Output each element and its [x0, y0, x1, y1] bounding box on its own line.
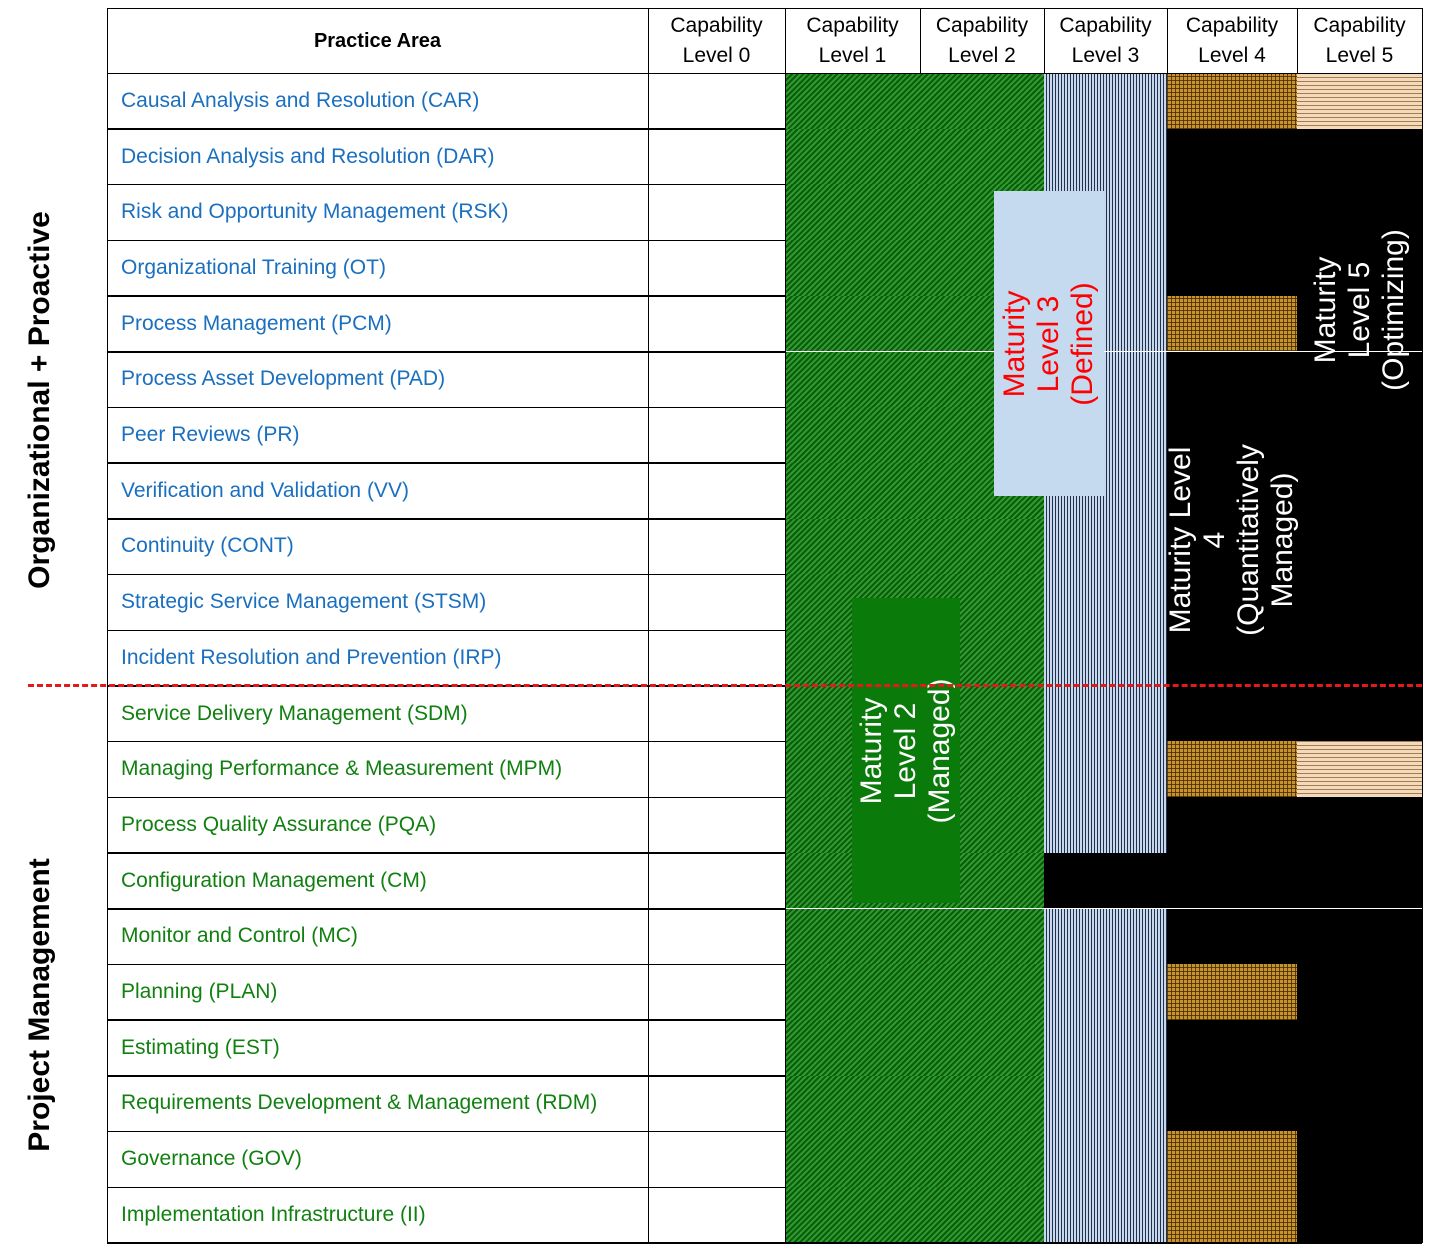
practice-area-label: Requirements Development & Management (RDM)	[121, 1091, 598, 1115]
section-divider-line	[28, 684, 1422, 687]
capability-cell-cl3	[1044, 909, 1167, 965]
header-practice-area: Practice Area	[313, 29, 442, 52]
practice-area-label: Verification and Validation (VV)	[121, 478, 409, 502]
capability-cell-cl5	[1297, 630, 1422, 686]
capability-cell-cl4	[1167, 909, 1297, 965]
capability-cell-cl3	[1044, 73, 1167, 129]
grid-line-horizontal	[107, 184, 785, 186]
header-capability-level-2: Capability Level 2	[935, 13, 1029, 67]
grid-line-horizontal	[107, 797, 785, 799]
capability-cell-cl5	[1297, 909, 1422, 965]
group-label-project-text: Project Management	[23, 858, 56, 1152]
capability-cell-cl5	[1297, 73, 1422, 129]
maturity-level-text-ml2: Maturity Level 2 (Managed)	[855, 677, 956, 824]
grid-line-vertical	[107, 8, 109, 1243]
header-capability-level-1: Capability Level 1	[806, 13, 899, 67]
maturity-level-box-ml2	[852, 598, 960, 903]
maturity-level-text-ml3: Maturity Level 3 (Defined)	[998, 281, 1099, 406]
maturity-level-box-ml5	[1297, 160, 1422, 460]
capability-cell-cl4	[1167, 1187, 1297, 1243]
practice-area-label: Planning (PLAN)	[121, 980, 278, 1004]
header-capability-level-0: Capability Level 0	[670, 13, 763, 67]
capability-cell-cl3	[1044, 741, 1167, 797]
capability-cell-cl3	[1044, 1131, 1167, 1187]
maturity-level-text-ml5: Maturity Level 5 (Optimizing)	[1308, 229, 1410, 391]
grid-line-horizontal	[107, 8, 1422, 10]
capability-cell-cl1-cl2	[785, 1131, 1044, 1187]
capability-cell-cl4	[1167, 73, 1297, 129]
capability-cell-cl3	[1044, 686, 1167, 742]
grid-line-horizontal	[107, 462, 785, 464]
practice-area-label: Process Management (PCM)	[121, 311, 392, 335]
practice-area-label: Implementation Infrastructure (II)	[121, 1202, 426, 1226]
capability-cell-cl1-cl2	[785, 129, 1044, 185]
capability-cell-cl5	[1297, 686, 1422, 742]
practice-area-label: Causal Analysis and Resolution (CAR)	[121, 88, 480, 112]
capability-cell-cl1-cl2	[785, 964, 1044, 1020]
header-capability-level-5: Capability Level 5	[1313, 13, 1406, 67]
practice-area-label: Configuration Management (CM)	[121, 868, 427, 892]
grid-line-vertical	[1167, 8, 1169, 73]
capability-cell-cl5	[1297, 574, 1422, 630]
grid-line-horizontal	[107, 852, 785, 854]
grid-line-horizontal	[107, 295, 785, 297]
practice-area-label: Managing Performance & Measurement (MPM)	[121, 757, 563, 781]
grid-line-horizontal	[107, 1019, 785, 1021]
capability-cell-cl3	[1044, 574, 1167, 630]
capability-cell-cl5	[1297, 1131, 1422, 1187]
capability-cell-cl5	[1297, 519, 1422, 575]
grid-line-horizontal	[107, 1187, 785, 1189]
grid-line-horizontal	[107, 1242, 1422, 1244]
grid-line-horizontal	[107, 1131, 785, 1133]
grid-line-vertical	[1297, 8, 1299, 73]
capability-cell-cl5	[1297, 1076, 1422, 1132]
capability-cell-cl3	[1044, 1187, 1167, 1243]
capability-cell-cl1-cl2	[785, 519, 1044, 575]
capability-cell-cl3	[1044, 630, 1167, 686]
capability-cell-cl3	[1044, 1076, 1167, 1132]
practice-area-label: Strategic Service Management (STSM)	[121, 590, 487, 614]
capability-cell-cl5	[1297, 741, 1422, 797]
practice-area-label: Process Asset Development (PAD)	[121, 367, 446, 391]
grid-line-vertical	[920, 8, 922, 73]
capability-cell-cl4	[1167, 1076, 1297, 1132]
practice-area-label: Incident Resolution and Prevention (IRP)	[121, 645, 502, 669]
maturity-level-text-ml4: Maturity Level 4 (Quantitatively Managed)	[1164, 444, 1299, 636]
grid-line-horizontal	[107, 351, 785, 353]
group-label-project	[0, 795, 80, 1215]
capability-cell-cl4	[1167, 129, 1297, 185]
capability-cell-cl3	[1044, 1020, 1167, 1076]
capability-cell-cl4	[1167, 240, 1297, 296]
capability-cell-cl5	[1297, 964, 1422, 1020]
grid-line-vertical	[648, 8, 650, 1243]
capability-cell-cl3	[1044, 797, 1167, 853]
grid-line-horizontal	[107, 630, 785, 632]
capability-cell-cl4	[1167, 853, 1297, 909]
header-capability-level-4: Capability Level 4	[1185, 13, 1279, 67]
grid-line-horizontal	[107, 741, 785, 743]
grid-line-vertical	[1044, 8, 1046, 73]
grid-line-horizontal	[107, 518, 785, 520]
practice-area-label: Peer Reviews (PR)	[121, 423, 300, 447]
maturity-level-box-ml4	[1164, 330, 1299, 750]
capability-cell-cl4	[1167, 184, 1297, 240]
maturity-level-box-ml3	[994, 191, 1104, 496]
capability-cell-cl3	[1044, 519, 1167, 575]
grid-line-horizontal	[107, 407, 785, 409]
grid-line-horizontal	[107, 964, 785, 966]
capability-cell-cl5	[1297, 1020, 1422, 1076]
grid-line-horizontal	[107, 574, 785, 576]
practice-area-label: Risk and Opportunity Management (RSK)	[121, 200, 509, 224]
header-capability-level-3: Capability Level 3	[1059, 13, 1152, 67]
capability-cell-cl4	[1167, 797, 1297, 853]
capability-cell-cl1-cl2	[785, 909, 1044, 965]
grid-line-horizontal	[107, 240, 785, 242]
practice-area-label: Monitor and Control (MC)	[121, 924, 358, 948]
capability-cell-cl1-cl2	[785, 73, 1044, 129]
capability-cell-cl5	[1297, 797, 1422, 853]
capability-cell-cl3	[1044, 129, 1167, 185]
group-label-organizational-text: Organizational + Proactive	[23, 211, 56, 589]
group-label-organizational	[0, 130, 80, 670]
practice-area-label: Decision Analysis and Resolution (DAR)	[121, 144, 495, 168]
capability-cell-cl5	[1297, 1187, 1422, 1243]
capability-cell-cl3	[1044, 853, 1167, 909]
practice-area-label: Service Delivery Management (SDM)	[121, 701, 468, 725]
practice-area-label: Governance (GOV)	[121, 1147, 302, 1171]
grid-line-horizontal	[107, 1075, 785, 1077]
capability-cell-cl5	[1297, 463, 1422, 519]
practice-area-label: Continuity (CONT)	[121, 534, 294, 558]
practice-area-label: Organizational Training (OT)	[121, 255, 386, 279]
grid-line-horizontal	[107, 908, 785, 910]
capability-cell-cl4	[1167, 1131, 1297, 1187]
capability-cell-cl1-cl2	[785, 1187, 1044, 1243]
practice-area-label: Process Quality Assurance (PQA)	[121, 812, 437, 836]
capability-cell-cl4	[1167, 964, 1297, 1020]
capability-cell-cl1-cl2	[785, 1020, 1044, 1076]
grid-line-horizontal	[107, 128, 785, 130]
grid-line-vertical	[785, 8, 787, 1243]
capability-cell-cl4	[1167, 1020, 1297, 1076]
capability-cell-cl1-cl2	[785, 1076, 1044, 1132]
capability-cell-cl3	[1044, 964, 1167, 1020]
practice-area-label: Estimating (EST)	[121, 1035, 280, 1059]
capability-cell-cl5	[1297, 853, 1422, 909]
grid-line-header	[107, 73, 1422, 75]
